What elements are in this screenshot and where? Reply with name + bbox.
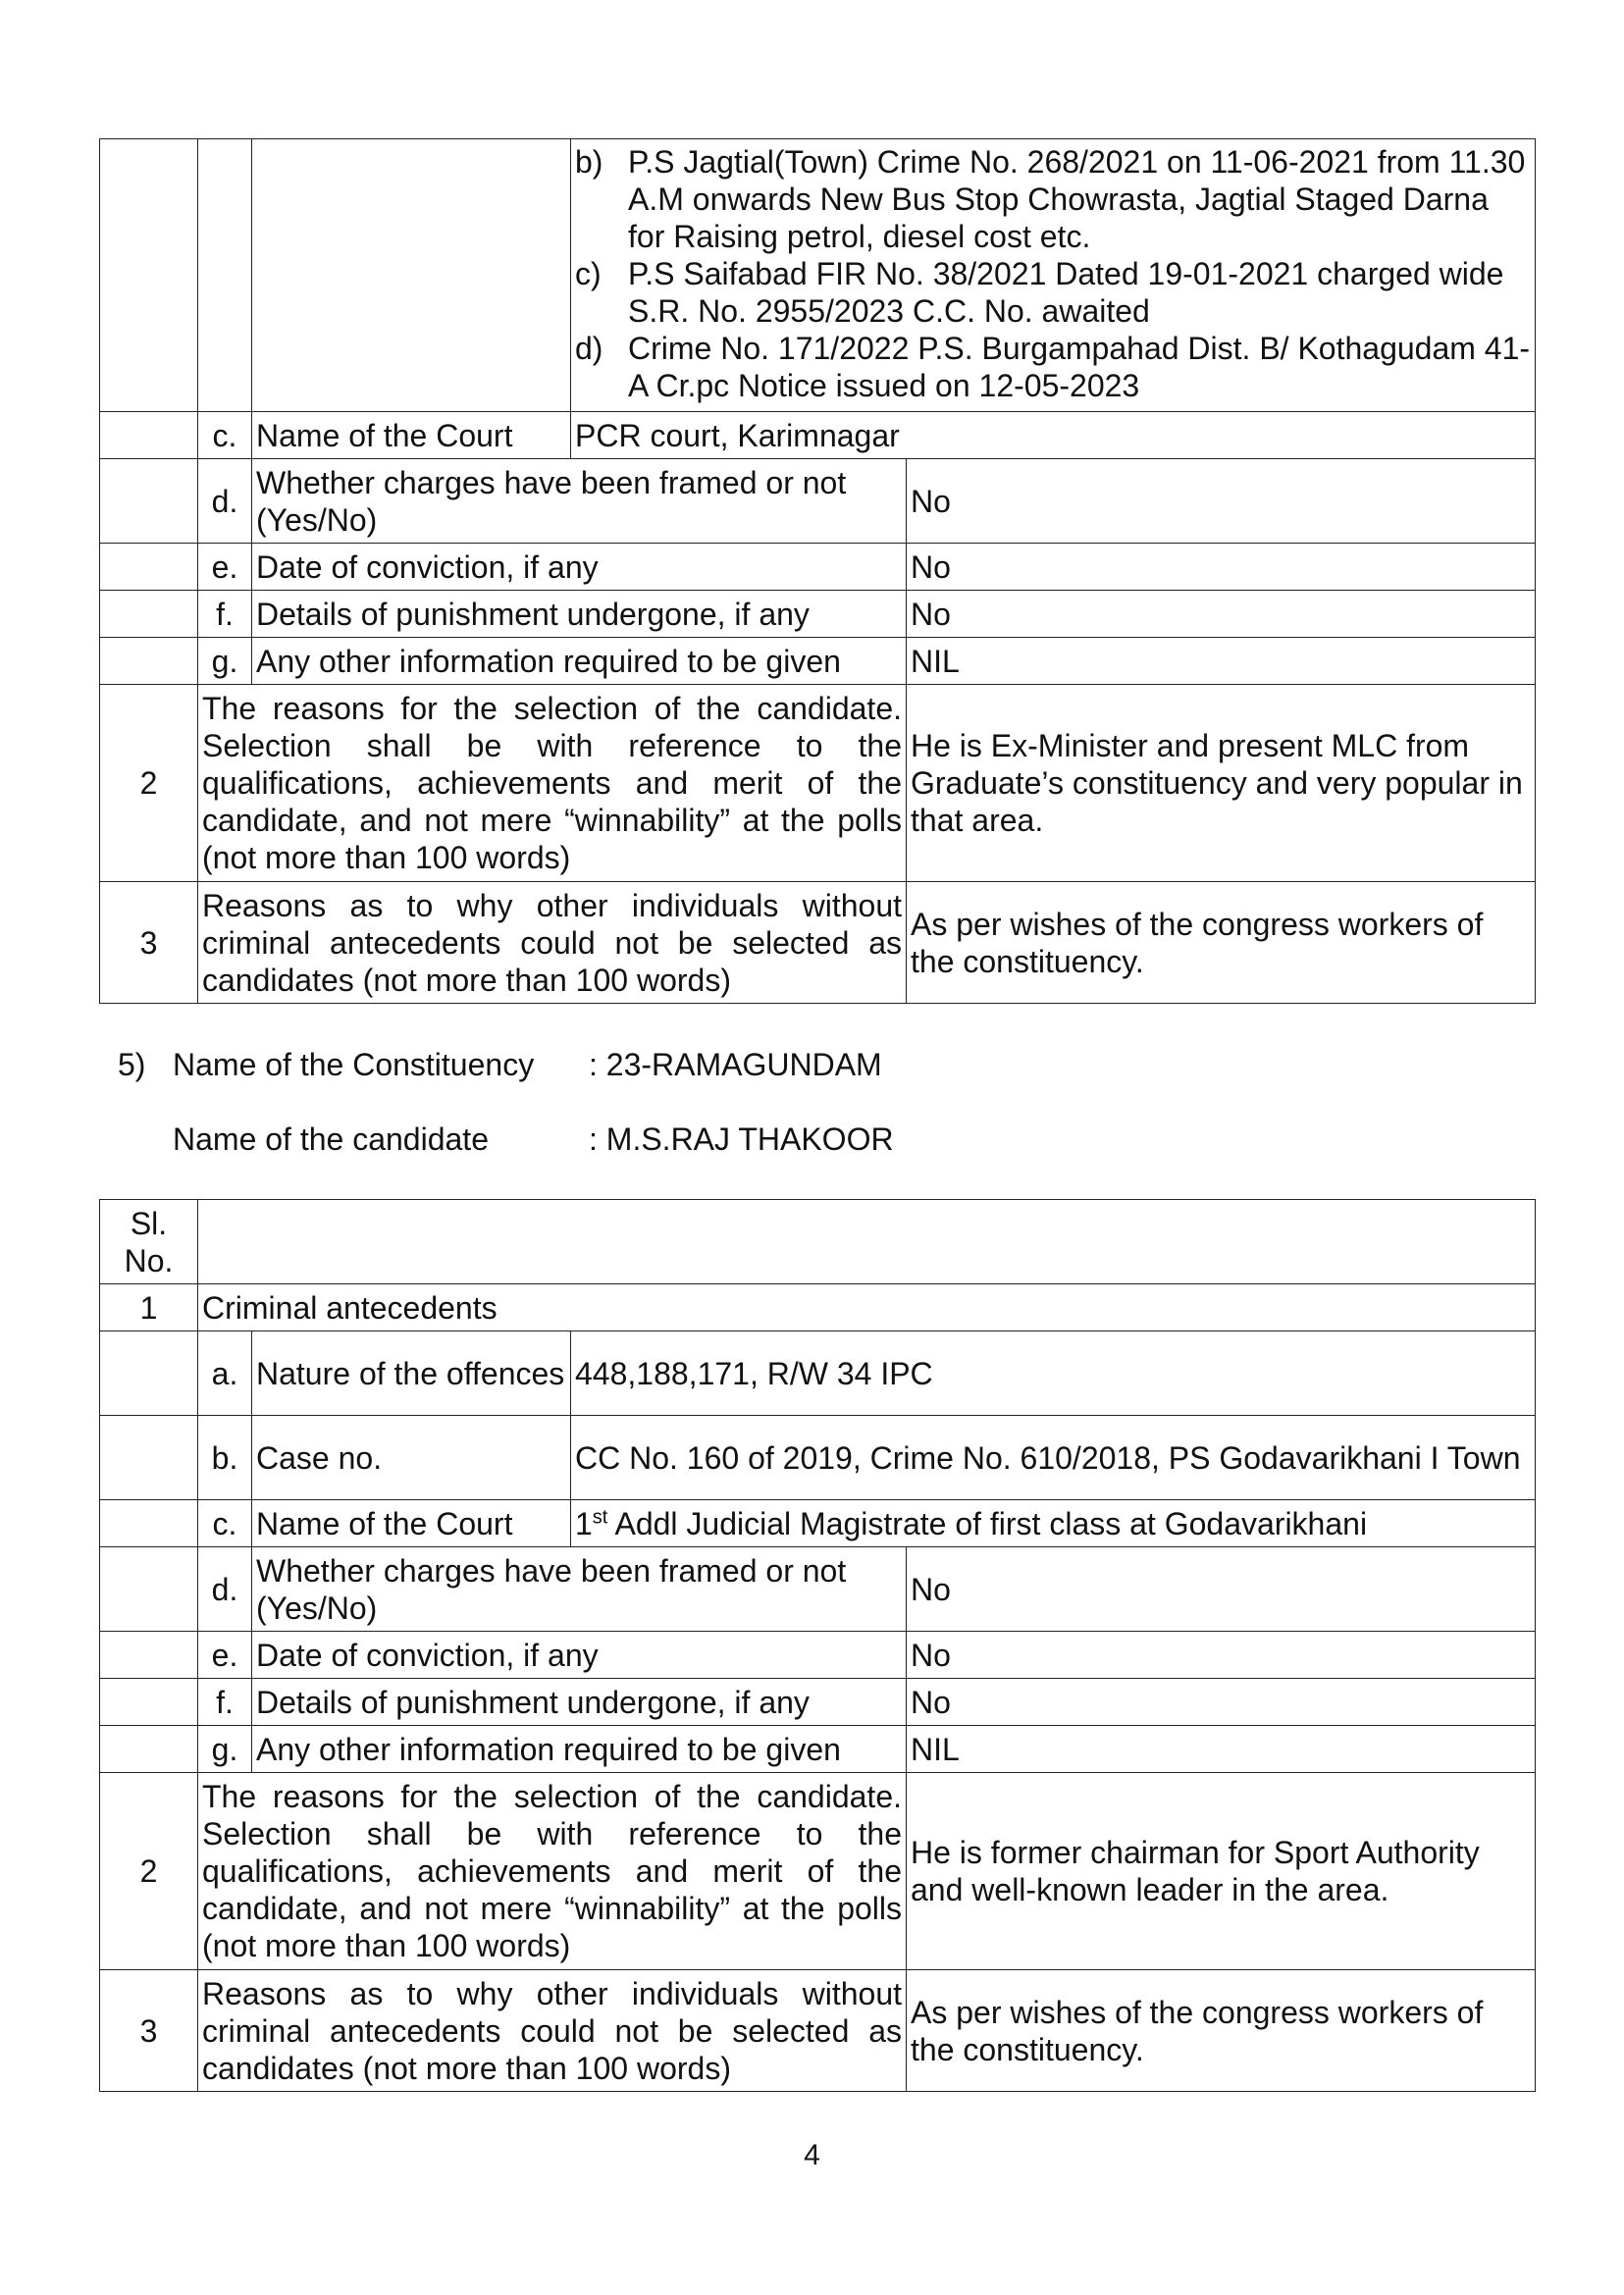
selection-reason-question: The reasons for the selection of the candidate. Selection shall be with reference to the qualifications, achievements and merit of the candidate, and not mere “winnability” at the polls (not more than 100 words)	[198, 685, 907, 882]
table-row	[100, 1679, 1536, 1726]
table-row	[100, 882, 1536, 1004]
row-value: NIL	[907, 1726, 1536, 1773]
row-value: 448,188,171, R/W 34 IPC	[571, 1331, 1536, 1416]
table-row	[100, 1547, 1536, 1632]
row-label: Name of the Court	[252, 412, 571, 459]
criminal-antecedents-table	[99, 1199, 1536, 2092]
table-row	[100, 1500, 1536, 1547]
row-letter: e.	[198, 1632, 252, 1679]
row-letter: c.	[198, 412, 252, 459]
list-item: d) Crime No. 171/2022 P.S. Burgampahad Dist. B/ Kothagudam 41-A Cr.pc Notice issued on 12-05-2023	[575, 331, 1531, 403]
table-row	[100, 638, 1536, 685]
row-serial: 3	[100, 882, 198, 1004]
selection-reason-answer: He is former chairman for Sport Authority and well-known leader in the area.	[907, 1773, 1536, 1970]
row-label: Any other information required to be given	[252, 1726, 907, 1773]
other-individuals-answer: As per wishes of the congress workers of the constituency.	[907, 882, 1536, 1004]
row-label: Name of the Court	[252, 1500, 571, 1547]
row-value: PCR court, Karimnagar	[571, 412, 1536, 459]
constituency-label: Name of the Constituency	[173, 1047, 535, 1082]
table-row	[100, 1284, 1536, 1331]
other-individuals-answer: As per wishes of the congress workers of the constituency.	[907, 1970, 1536, 2092]
row-label: Date of conviction, if any	[252, 1632, 907, 1679]
row-letter: e.	[198, 544, 252, 591]
row-label: Any other information required to be given	[252, 638, 907, 685]
serial-header: Sl. No.	[100, 1200, 198, 1284]
table-row	[100, 1970, 1536, 2092]
row-serial: 1	[100, 1284, 198, 1331]
row-label: Case no.	[252, 1416, 571, 1500]
row-value: No	[907, 591, 1536, 638]
other-individuals-question: Reasons as to why other individuals without criminal antecedents could not be selected as candidates (not more than 100 words)	[198, 1970, 907, 2092]
table-row	[100, 459, 1536, 544]
table-row	[100, 544, 1536, 591]
row-value: No	[907, 459, 1536, 544]
row-serial: 2	[100, 685, 198, 882]
case-list	[575, 143, 1531, 404]
table-row	[100, 1632, 1536, 1679]
other-individuals-question: Reasons as to why other individuals without criminal antecedents could not be selected as candidates (not more than 100 words)	[198, 882, 907, 1004]
section-number: 5)	[118, 1047, 146, 1082]
list-item: b) P.S Jagtial(Town) Crime No. 268/2021 on 11-06-2021 from 11.30 A.M onwards New Bus Stop Chowrasta, Jagtial Staged Darna for Raising petrol, diesel cost etc.	[575, 144, 1526, 254]
row-letter: g.	[198, 1726, 252, 1773]
row-value: No	[907, 1679, 1536, 1726]
row-label: Nature of the offences	[252, 1331, 571, 1416]
table-row	[100, 685, 1536, 882]
table-row	[100, 412, 1536, 459]
constituency-value: : 23-RAMAGUNDAM	[589, 1047, 882, 1082]
row-letter: f.	[198, 1679, 252, 1726]
row-letter: f.	[198, 591, 252, 638]
header-blank	[198, 1200, 1536, 1284]
row-value: No	[907, 1547, 1536, 1632]
row-label: Date of conviction, if any	[252, 544, 907, 591]
criminal-antecedents-table-continued	[99, 138, 1536, 1004]
table-header-row	[100, 1200, 1536, 1284]
row-value: No	[907, 1632, 1536, 1679]
row-serial: 3	[100, 1970, 198, 2092]
row-value: No	[907, 544, 1536, 591]
row-serial: 2	[100, 1773, 198, 1970]
label-cell	[252, 139, 571, 412]
row-label: Details of punishment undergone, if any	[252, 591, 907, 638]
table-row	[100, 1726, 1536, 1773]
list-item: c) P.S Saifabad FIR No. 38/2021 Dated 19-01-2021 charged wide S.R. No. 2955/2023 C.C. No. awaited	[575, 256, 1504, 329]
table-row	[100, 1331, 1536, 1416]
criminal-antecedents-title: Criminal antecedents	[198, 1284, 1536, 1331]
candidate-label: Name of the candidate	[173, 1121, 489, 1157]
row-value: NIL	[907, 638, 1536, 685]
selection-reason-answer: He is Ex-Minister and present MLC from Graduate’s constituency and very popular in that area.	[907, 685, 1536, 882]
row-letter: g.	[198, 638, 252, 685]
row-value: 1st Addl Judicial Magistrate of first class at Godavarikhani	[571, 1500, 1536, 1547]
row-letter: a.	[198, 1331, 252, 1416]
row-letter: b.	[198, 1416, 252, 1500]
row-value: CC No. 160 of 2019, Crime No. 610/2018, PS Godavarikhani I Town	[571, 1416, 1536, 1500]
page-number: 4	[804, 2139, 820, 2171]
row-label: Whether charges have been framed or not (Yes/No)	[252, 459, 907, 544]
sl-cell	[100, 139, 198, 412]
row-label: Whether charges have been framed or not (Yes/No)	[252, 1547, 907, 1632]
candidate-value: : M.S.RAJ THAKOOR	[589, 1121, 894, 1157]
table-row	[100, 1773, 1536, 1970]
table-row	[100, 591, 1536, 638]
row-letter: c.	[198, 1500, 252, 1547]
table-row-case-list	[100, 139, 1536, 412]
row-letter: d.	[198, 459, 252, 544]
case-list-cell	[571, 139, 1536, 412]
row-letter: d.	[198, 1547, 252, 1632]
selection-reason-question: The reasons for the selection of the candidate. Selection shall be with reference to the qualifications, achievements and merit of the candidate, and not mere “winnability” at the polls (not more than 100 words)	[198, 1773, 907, 1970]
row-label: Details of punishment undergone, if any	[252, 1679, 907, 1726]
letter-cell	[198, 139, 252, 412]
table-row	[100, 1416, 1536, 1500]
